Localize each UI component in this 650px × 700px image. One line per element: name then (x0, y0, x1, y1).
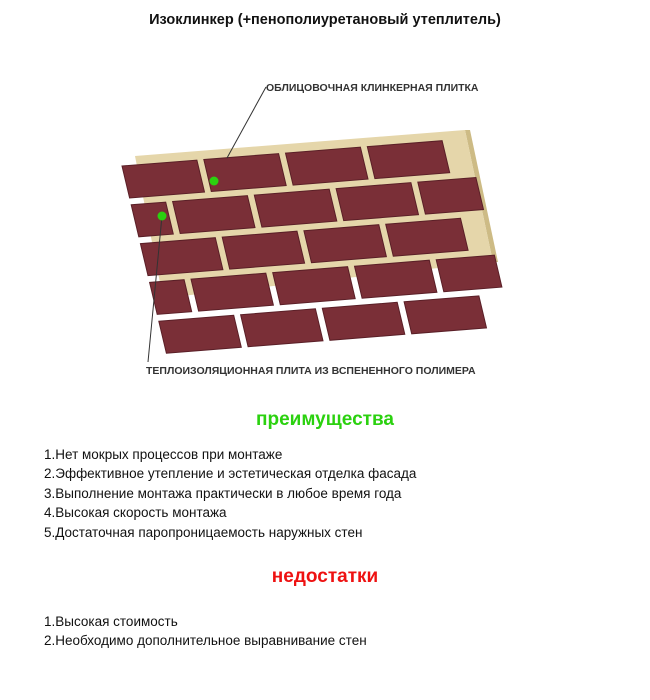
clinker-tile (140, 238, 223, 276)
insulation-marker (158, 212, 167, 221)
advantages-heading: преимущества (256, 409, 394, 430)
disadvantages-list (44, 612, 367, 651)
clinker-tile (367, 141, 449, 179)
clinker-tile (286, 147, 369, 185)
clinker-tile (404, 296, 486, 334)
clinker-tile (131, 202, 173, 237)
clinker-tile (273, 267, 356, 305)
clinker-tile (241, 309, 323, 347)
clinker-tile (191, 273, 273, 311)
clinker-tile (204, 154, 286, 192)
tile-marker (210, 177, 219, 186)
list-item: 5.Достаточная паропроницаемость наружных стен (44, 524, 363, 540)
clinker-tiles (122, 141, 502, 354)
clinker-panel (122, 130, 502, 353)
clinker-tile (173, 196, 255, 234)
clinker-tile (150, 280, 192, 315)
clinker-tile (418, 178, 484, 215)
clinker-tile (322, 302, 405, 340)
list-item: 1.Нет мокрых процессов при монтаже (44, 447, 283, 462)
clinker-tile (222, 231, 304, 269)
clinker-tile (254, 189, 336, 227)
clinker-tile (336, 183, 418, 221)
clinker-tile (355, 260, 437, 298)
clinker-tile (304, 225, 387, 263)
clinker-tile (122, 160, 205, 198)
list-item: 3.Выполнение монтажа практически в любое время года (44, 485, 402, 501)
list-item: 2.Необходимо дополнительное выравнивание стен (44, 633, 367, 649)
list-item: 4.Высокая скорость монтажа (44, 505, 227, 521)
clinker-tile (386, 218, 468, 256)
clinker-tile (436, 255, 502, 292)
list-item: 2.Эффективное утепление и эстетическая отделка фасада (44, 466, 417, 482)
label-clinker-tile: ОБЛИЦОВОЧНАЯ КЛИНКЕРНАЯ ПЛИТКА (266, 82, 479, 94)
page-title: Изоклинкер (+пенополиуретановый утеплитель) (149, 12, 501, 28)
disadvantages-heading: недостатки (271, 566, 379, 587)
label-insulation-board: ТЕПЛОИЗОЛЯЦИОННАЯ ПЛИТА ИЗ ВСПЕНЕННОГО ПОЛИМЕРА (146, 365, 476, 377)
list-item: 1.Высокая стоимость (44, 614, 178, 629)
advantages-list (44, 445, 416, 542)
clinker-tile (159, 315, 242, 353)
